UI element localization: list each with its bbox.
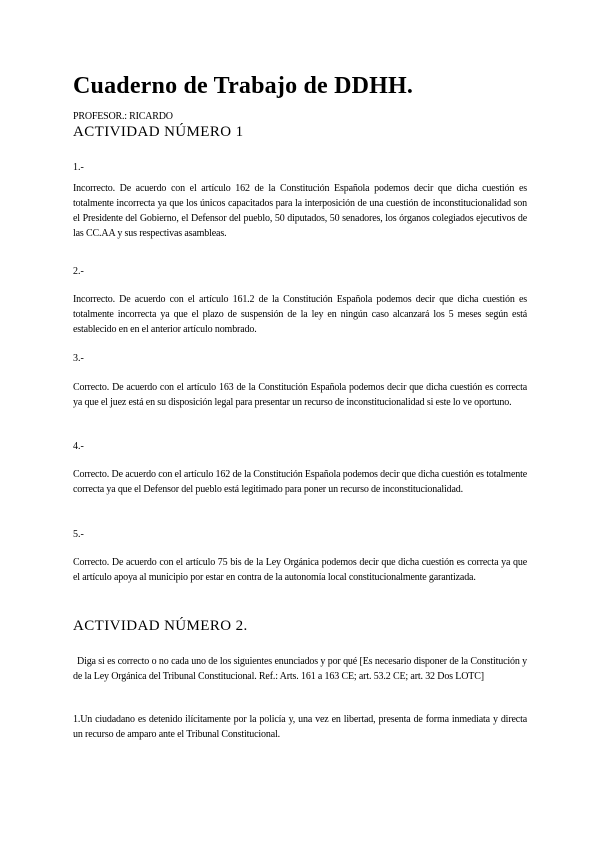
answer-3-number: 3.- xyxy=(73,353,84,364)
answer-3-text: Correcto. De acuerdo con el artículo 163 de la Constitución Española podemos decir que dicha cuestión es correcta ya que el juez está en su disposición legal para presentar un recurso de inconstitucionalidad si este lo ve oportuno. xyxy=(73,382,527,408)
activity-1-heading: ACTIVIDAD NÚMERO 1 xyxy=(73,124,244,140)
answer-2-number: 2.- xyxy=(73,266,84,277)
professor-line: PROFESOR.: RICARDO xyxy=(73,111,173,122)
document-title: Cuaderno de Trabajo de DDHH. xyxy=(73,73,414,99)
answer-1-number: 1.- xyxy=(73,162,84,173)
answer-4-number: 4.- xyxy=(73,441,84,452)
answer-4-text: Correcto. De acuerdo con el artículo 162 de la Constitución Española podemos decir que dicha cuestión es totalmente correcta ya que el Defensor del pueblo está legitimado para poner un recurso de inconstitucionalidad. xyxy=(73,469,527,495)
activity-2-heading: ACTIVIDAD NÚMERO 2. xyxy=(73,618,248,634)
answer-2-text: Incorrecto. De acuerdo con el artículo 161.2 de la Constitución Española podemos decir que dicha cuestión es totalmente incorrecta ya que el plazo de suspensión de la ley en ningún caso alcanzará los 5 meses según está establecido en en el anterior artículo nombrado. xyxy=(73,294,527,335)
activity-2-question-1: 1.Un ciudadano es detenido ilícitamente por la policía y, una vez en libertad, presenta de forma inmediata y directa un recurso de amparo ante el Tribunal Constitucional. xyxy=(73,714,527,740)
answer-1-text: Incorrecto. De acuerdo con el artículo 162 de la Constitución Española podemos decir que dicha cuestión es totalmente incorrecta ya que los únicos capacitados para la interposición de una cuestión de inconstitucionalidad son el Presidente del Gobierno, el Defensor del pueblo, 50 diputados, 50 senadores, los órganos colegiados ejecutivos de las CC.AA y sus respectivas asambleas. xyxy=(73,183,527,239)
answer-5-text: Correcto. De acuerdo con el artículo 75 bis de la Ley Orgánica podemos decir que dicha cuestión es correcta ya que el artículo apoya al municipio por estar en contra de la autonomía local constitucionalmente garantizada. xyxy=(73,557,527,583)
answer-5-number: 5.- xyxy=(73,529,84,540)
activity-2-intro: Diga si es correcto o no cada uno de los siguientes enunciados y por qué [Es necesario disponer de la Constitución y de la Ley Orgánica del Tribunal Constitucional. Ref.: Arts. 161 a 163 CE; art. 53.2 CE; art. 32 Dos LOTC] xyxy=(73,656,527,682)
